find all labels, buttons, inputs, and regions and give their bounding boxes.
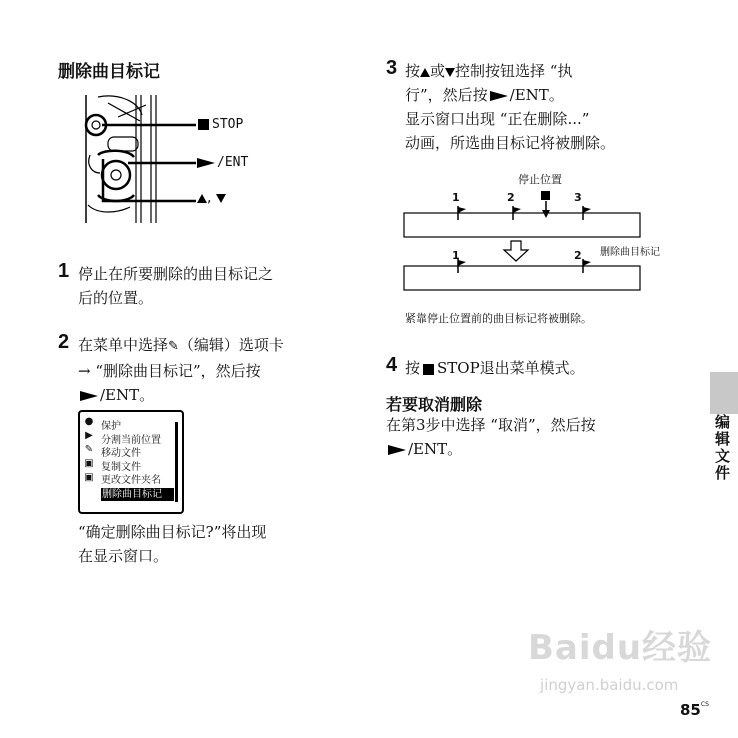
step-number: 4: [386, 354, 398, 376]
down-triangle-icon: [445, 68, 455, 77]
mark-number: 1: [452, 249, 460, 262]
ent-control-label: /ENT: [195, 155, 248, 170]
updown-control-label: ,: [197, 190, 226, 206]
watermark-logo: Baidu经验: [528, 628, 713, 668]
side-tab-label: 编辑文件: [713, 414, 731, 482]
menu-item[interactable]: 分割当前位置: [101, 434, 161, 446]
menu-tab-icons: [83, 415, 95, 485]
mark-number: 3: [574, 191, 582, 204]
menu-item-selected[interactable]: 删除曲目标记: [101, 488, 174, 502]
play-triangle-icon: [197, 158, 215, 168]
menu-list: [101, 420, 174, 501]
menu-item[interactable]: 更改文件夹名: [101, 475, 161, 486]
stop-square-icon: [423, 364, 434, 375]
down-arrow-outline-icon: [504, 241, 528, 261]
cancel-heading: 若要取消删除: [386, 395, 483, 414]
mic-icon: ●: [84, 416, 94, 427]
step-4-text: 按 STOP退出菜单模式。: [405, 359, 585, 377]
play-triangle-icon: [490, 91, 508, 101]
delete-mark-label: 删除曲目标记: [600, 247, 660, 258]
toolbox-icon: ▣: [84, 472, 94, 483]
step-1-text: 停止在所要删除的曲目标记之 后的位置。: [78, 265, 274, 307]
menu-screen: [78, 410, 184, 514]
stop-control-label: STOP: [195, 117, 243, 132]
menu-item[interactable]: 保护: [101, 421, 121, 432]
confirm-text: “确定删除曲目标记?”将出现 在显示窗口。: [78, 523, 267, 565]
page-number: $85^{CS}$: [680, 701, 709, 719]
step-3-text: 按 或 控制按钮选择 “执 行”，然后按 /ENT。 显示窗口出现 “正在删除...” 动画，所选曲目标记将被删除。: [405, 62, 616, 152]
pencil-icon: ✎: [168, 339, 179, 354]
step-number: 1: [58, 260, 70, 282]
mark-number: 2: [507, 191, 515, 204]
section-title: 删除曲目标记: [58, 62, 160, 82]
up-triangle-icon: [197, 194, 207, 203]
side-tab-marker: [710, 372, 738, 414]
down-triangle-icon: [216, 194, 226, 203]
mark-number: 2: [574, 249, 582, 262]
screen-icon: ▣: [84, 458, 94, 469]
menu-item[interactable]: 移动文件: [101, 448, 141, 459]
watermark-url: jingyan.baidu.com: [540, 676, 679, 694]
step-2-text: 在菜单中选择✎（编辑）选项卡 → “删除曲目标记”，然后按 /ENT。: [78, 336, 284, 404]
menu-scrollbar[interactable]: [175, 422, 178, 502]
mark-number: 1: [452, 191, 460, 204]
step-number: 3: [386, 57, 398, 79]
up-triangle-icon: [420, 68, 430, 77]
stop-square-icon: [541, 191, 550, 218]
diagram-caption: 紧靠停止位置前的曲目标记将被删除。: [405, 312, 592, 325]
menu-item[interactable]: 复制文件: [101, 461, 141, 473]
play-triangle-icon: [80, 391, 98, 401]
stop-square-icon: [198, 119, 209, 130]
stop-position-label: 停止位置: [518, 173, 562, 186]
pencil-icon: ✎: [84, 444, 94, 455]
play-icon: ▶: [85, 430, 93, 441]
cancel-text: 在第3步中选择 “取消”，然后按 /ENT。: [386, 416, 596, 458]
step-number: 2: [58, 331, 70, 353]
play-triangle-icon: [388, 445, 406, 455]
